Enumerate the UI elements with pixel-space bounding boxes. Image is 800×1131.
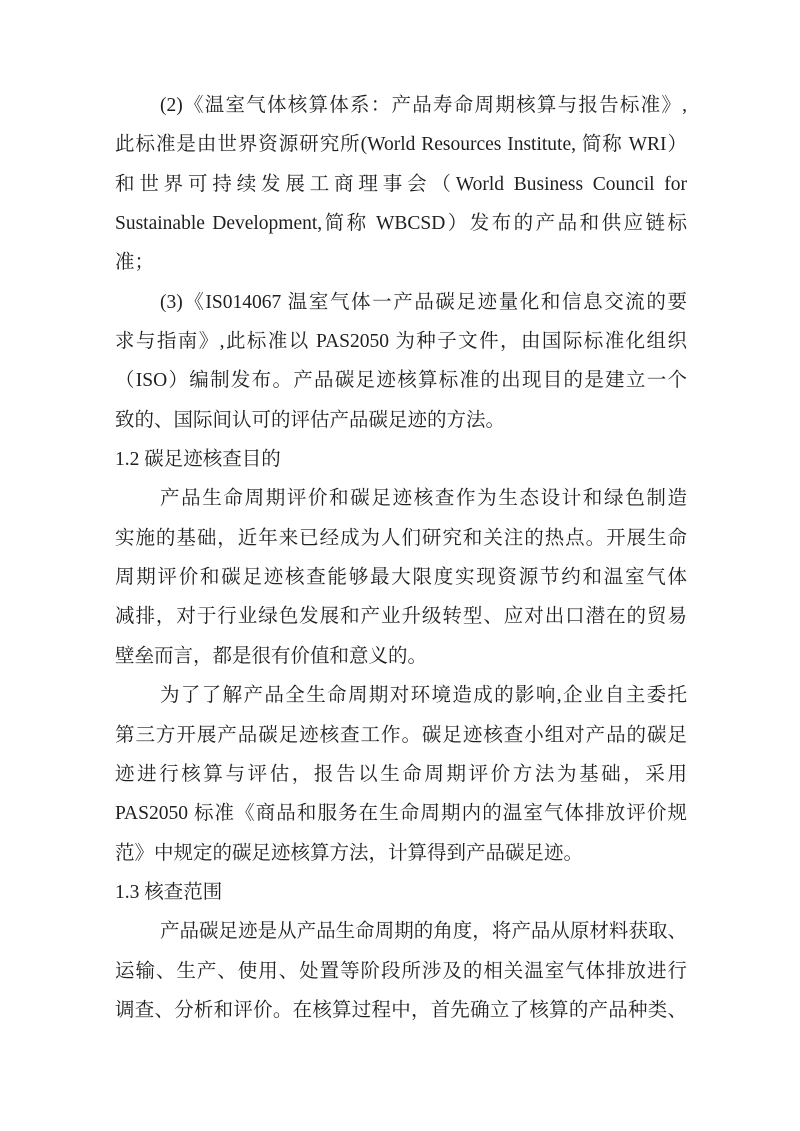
text-line: 实施的基础，近年来已经成为人们研究和关注的热点。开展生命 <box>115 527 687 549</box>
text-line: 减排，对于行业绿色发展和产业升级转型、应对出口潜在的贸易 <box>115 606 687 628</box>
text-line: 运输、生产、使用、处置等阶段所涉及的相关温室气体排放进行 <box>115 960 687 982</box>
text-line: 致的、国际间认可的评估产品碳足迹的方法。 <box>115 409 506 431</box>
text-line: 准； <box>115 252 155 274</box>
text-line: 为了了解产品全生命周期对环境造成的影响,企业自主委托 <box>160 685 687 707</box>
text-line: Sustainable Development,简称 WBCSD）发布的产品和供应链标 <box>115 213 687 235</box>
text-line: 产品碳足迹是从产品生命周期的角度，将产品从原材料获取、 <box>160 921 687 943</box>
section-heading-1-3: 1.3 核查范围 <box>115 881 223 903</box>
text-line: （ISO）编制发布。产品碳足迹核算标准的出现目的是建立一个 <box>115 370 687 392</box>
text-line: 第三方开展产品碳足迹核查工作。碳足迹核查小组对产品的碳足 <box>115 724 687 746</box>
text-line: 求与指南》,此标准以 PAS2050 为种子文件，由国际标准化组织 <box>115 331 687 353</box>
section-heading-1-2: 1.2 碳足迹核查目的 <box>115 449 281 471</box>
text-line: 此标准是由世界资源研究所(World Resources Institute, 简称 WRI） <box>115 134 687 156</box>
text-line: 范》中规定的碳足迹核算方法，计算得到产品碳足迹。 <box>115 842 584 864</box>
text-line: 产品生命周期评价和碳足迹核查作为生态设计和绿色制造 <box>160 488 687 510</box>
text-line: 和世界可持续发展工商理事会（World Business Council for <box>115 173 687 195</box>
document-body <box>115 86 687 1030</box>
text-line: 调查、分析和评价。在核算过程中，首先确立了核算的产品种类、 <box>115 999 687 1021</box>
text-line: 壁垒而言，都是很有价值和意义的。 <box>115 645 428 667</box>
text-line: 周期评价和碳足迹核查能够最大限度实现资源节约和温室气体 <box>115 567 687 589</box>
text-line: PAS2050 标准《商品和服务在生命周期内的温室气体排放评价规 <box>115 803 687 825</box>
text-line: (3)《IS014067 温室气体一产品碳足迹量化和信息交流的要 <box>160 291 687 313</box>
text-line: (2)《温室气体核算体系：产品寿命周期核算与报告标准》, <box>160 95 687 116</box>
text-line: 迹进行核算与评估，报告以生命周期评价方法为基础，采用 <box>115 763 687 785</box>
